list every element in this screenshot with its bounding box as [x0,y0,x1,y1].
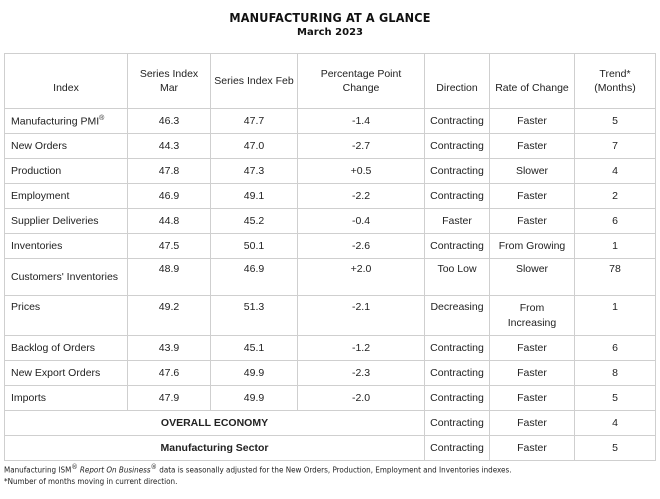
cell-trend: 8 [575,361,656,386]
header-series-feb: Series Index Feb [211,54,298,109]
cell-change: -2.3 [298,361,425,386]
cell-rate: Faster [490,386,575,411]
table-body [5,109,656,461]
cell-change: -2.2 [298,184,425,209]
cell-index: New Orders [5,134,128,159]
cell-rate: Faster [490,361,575,386]
cell-direction: Too Low [425,259,490,296]
cell-feb: 49.1 [211,184,298,209]
cell-index: Backlog of Orders [5,336,128,361]
cell-direction: Contracting [425,436,490,461]
cell-index: Prices [5,296,128,336]
cell-feb: 46.9 [211,259,298,296]
table-row [5,109,656,134]
cell-index: Inventories [5,234,128,259]
cell-feb: 49.9 [211,386,298,411]
cell-trend: 5 [575,386,656,411]
cell-feb: 47.7 [211,109,298,134]
cell-direction: Faster [425,209,490,234]
table-row [5,234,656,259]
summary-row [5,411,656,436]
table-row [5,296,656,336]
footnotes [4,462,511,487]
cell-trend: 5 [575,436,656,461]
summary-label: OVERALL ECONOMY [5,411,425,436]
cell-direction: Contracting [425,361,490,386]
page-subtitle: March 2023 [297,27,363,38]
cell-trend: 5 [575,109,656,134]
cell-change: -2.1 [298,296,425,336]
cell-mar: 43.9 [128,336,211,361]
cell-rate: From Growing [490,234,575,259]
table-row [5,184,656,209]
cell-index: Manufacturing PMI® [5,109,128,134]
cell-change: -1.4 [298,109,425,134]
cell-rate: Faster [490,436,575,461]
cell-direction: Decreasing [425,296,490,336]
cell-change: -2.6 [298,234,425,259]
page-title: MANUFACTURING AT A GLANCE [229,10,431,25]
cell-mar: 46.3 [128,109,211,134]
cell-mar: 49.2 [128,296,211,336]
cell-direction: Contracting [425,386,490,411]
cell-trend: 4 [575,159,656,184]
footnote-1: Manufacturing ISM® Report On Business® data is seasonally adjusted for the New Orders, Production, Employment and Inventories indexes. [4,463,512,475]
header-rate: Rate of Change [490,54,575,109]
cell-mar: 48.9 [128,259,211,296]
cell-trend: 7 [575,134,656,159]
header-index: Index [5,54,128,109]
cell-feb: 47.3 [211,159,298,184]
cell-mar: 44.3 [128,134,211,159]
table-row [5,209,656,234]
cell-trend: 2 [575,184,656,209]
cell-rate: Faster [490,134,575,159]
table-row [5,159,656,184]
registered-mark: ® [99,114,105,122]
header-series-mar: Series Index Mar [128,54,211,109]
cell-trend: 6 [575,209,656,234]
cell-index: Supplier Deliveries [5,209,128,234]
manufacturing-table [4,53,656,461]
cell-trend: 78 [575,259,656,296]
table-row [5,259,656,296]
summary-label: Manufacturing Sector [5,436,425,461]
cell-direction: Contracting [425,234,490,259]
cell-feb: 47.0 [211,134,298,159]
cell-index: Production [5,159,128,184]
table-row [5,134,656,159]
table-row [5,361,656,386]
cell-index: Customers' Inventories [5,259,128,296]
cell-trend: 1 [575,296,656,336]
cell-rate: Faster [490,411,575,436]
cell-rate: Faster [490,109,575,134]
cell-change: +2.0 [298,259,425,296]
cell-mar: 47.5 [128,234,211,259]
header-direction: Direction [425,54,490,109]
cell-feb: 51.3 [211,296,298,336]
cell-feb: 45.2 [211,209,298,234]
cell-change: +0.5 [298,159,425,184]
cell-index: New Export Orders [5,361,128,386]
cell-mar: 47.9 [128,386,211,411]
table-header-row [5,54,656,109]
cell-change: -1.2 [298,336,425,361]
cell-feb: 50.1 [211,234,298,259]
cell-direction: Contracting [425,336,490,361]
cell-rate: From Increasing [490,296,575,336]
cell-trend: 4 [575,411,656,436]
cell-mar: 47.8 [128,159,211,184]
cell-feb: 45.1 [211,336,298,361]
cell-rate: Faster [490,336,575,361]
cell-trend: 6 [575,336,656,361]
cell-index: Employment [5,184,128,209]
table-row [5,386,656,411]
footnote-2: *Number of months moving in current direction. [4,476,178,486]
cell-mar: 44.8 [128,209,211,234]
summary-row [5,436,656,461]
cell-direction: Contracting [425,109,490,134]
header-trend: Trend* (Months) [575,54,656,109]
header-change: Percentage Point Change [298,54,425,109]
cell-rate: Slower [490,259,575,296]
cell-rate: Faster [490,184,575,209]
cell-direction: Contracting [425,184,490,209]
cell-feb: 49.9 [211,361,298,386]
cell-trend: 1 [575,234,656,259]
cell-direction: Contracting [425,159,490,184]
cell-direction: Contracting [425,134,490,159]
cell-change: -0.4 [298,209,425,234]
cell-direction: Contracting [425,411,490,436]
cell-rate: Faster [490,209,575,234]
cell-mar: 47.6 [128,361,211,386]
cell-mar: 46.9 [128,184,211,209]
cell-change: -2.7 [298,134,425,159]
cell-index: Imports [5,386,128,411]
table-row [5,336,656,361]
cell-change: -2.0 [298,386,425,411]
cell-rate: Slower [490,159,575,184]
